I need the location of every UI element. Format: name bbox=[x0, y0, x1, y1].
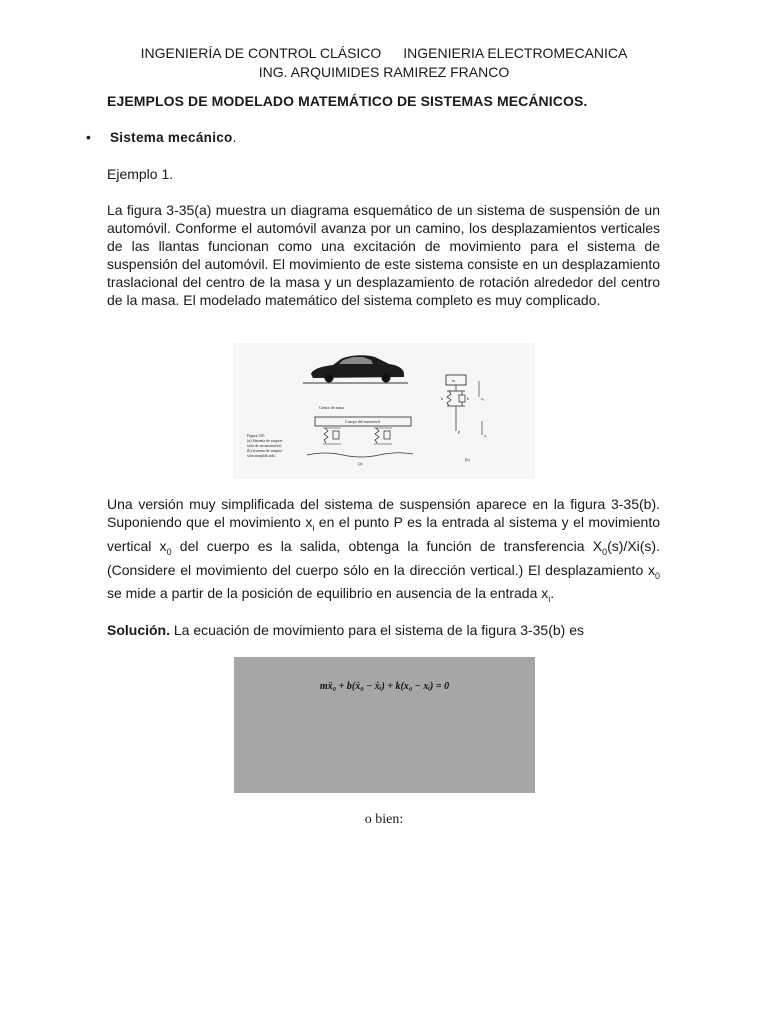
equation-image bbox=[234, 657, 535, 793]
caption-line: Figura 335 bbox=[247, 433, 265, 438]
paragraph-problem bbox=[107, 495, 660, 608]
subscript: 0 bbox=[166, 546, 172, 557]
subscript: 0 bbox=[602, 546, 608, 557]
problem-text: se mide a partir de la posición de equilibrio en ausencia de la entrada x bbox=[107, 585, 549, 602]
section-suffix: . bbox=[232, 130, 237, 145]
x0-label: x₀ bbox=[481, 396, 485, 401]
center-of-mass-label: Centro de masa bbox=[319, 405, 344, 410]
problem-text: del cuerpo es la salida, obtenga la función de transferencia X bbox=[171, 537, 603, 554]
xi-label: xᵢ bbox=[484, 433, 487, 438]
figure-suspension-diagram bbox=[233, 343, 535, 479]
subscript: i bbox=[312, 522, 315, 533]
caption-line: sión de un automóvil; bbox=[247, 443, 282, 448]
subfigure-a-label: (a) bbox=[358, 461, 363, 466]
problem-text: . bbox=[550, 585, 555, 602]
caption-line: sión simplificado. bbox=[247, 453, 276, 458]
solution-label: Solución. bbox=[107, 622, 170, 638]
or-else-label: o bien: bbox=[364, 812, 404, 827]
program-name: INGENIERIA ELECTROMECANICA bbox=[403, 45, 628, 61]
suspension-diagram-svg bbox=[233, 343, 535, 479]
section-label: Sistema mecánico bbox=[110, 130, 233, 145]
section-heading bbox=[86, 129, 236, 145]
simplified-system-diagram bbox=[441, 375, 487, 462]
paragraph-solution bbox=[107, 621, 660, 639]
document-title: EJEMPLOS DE MODELADO MATEMÁTICO DE SISTEMAS MECÁNICOS. bbox=[107, 93, 588, 109]
caption-line: (b) sistema de suspen- bbox=[247, 448, 283, 453]
problem-text: (s)/Xi(s). (Considere el movimiento del cuerpo sólo en la dirección vertical.) El desplazamiento x bbox=[107, 537, 660, 578]
damper-b-label: b bbox=[467, 396, 469, 401]
car-body-label: Cuerpo del automóvil bbox=[345, 419, 380, 424]
car-icon bbox=[311, 355, 404, 382]
solution-text: La ecuación de movimiento para el sistema de la figura 3-35(b) es bbox=[170, 622, 584, 638]
point-p-label: P bbox=[458, 430, 461, 435]
paragraph-intro: La figura 3-35(a) muestra un diagrama esquemático de un sistema de suspensión de un automóvil. Conforme el automóvil avanza por un camino, los desplazamientos verticales de las llantas funcionan como una excitación de movimiento para el sistema de suspensión del automóvil. El movimiento de este sistema consiste en un desplazamiento traslacional del centro de la masa y un desplazamiento de rotación alrededor del centro de la masa. El modelado matemático del sistema completo es muy complicado. bbox=[107, 202, 660, 308]
two-wheel-model-diagram bbox=[307, 405, 413, 466]
problem-text: en el punto P es la entrada al sistema y el movimiento vertical x bbox=[107, 514, 660, 554]
mass-label: m bbox=[452, 378, 456, 383]
problem-text: Una versión muy simplificada del sistema de suspensión aparece en la figura 3-35(b). Suponiendo que el movimiento x bbox=[107, 496, 660, 530]
example-label: Ejemplo 1. bbox=[107, 166, 174, 182]
equation-of-motion: mẍ₀ + b(ẋ₀ − ẋᵢ) + k(x₀ − xᵢ) = 0 bbox=[319, 681, 450, 692]
instructor-name: ING. ARQUIMIDES RAMIREZ FRANCO bbox=[258, 64, 510, 80]
subscript: 0 bbox=[654, 570, 660, 581]
subfigure-b-label: (b) bbox=[465, 457, 470, 462]
subscript: i bbox=[548, 594, 551, 605]
figure-caption bbox=[247, 433, 284, 458]
spring-k-label: k bbox=[441, 396, 443, 401]
bullet-icon: • bbox=[86, 129, 91, 145]
course-name: INGENIERÍA DE CONTROL CLÁSICO bbox=[140, 45, 382, 61]
header-line-1 bbox=[0, 44, 768, 63]
page-header bbox=[0, 44, 768, 82]
caption-line: (a) Sistema de suspen- bbox=[247, 438, 284, 443]
